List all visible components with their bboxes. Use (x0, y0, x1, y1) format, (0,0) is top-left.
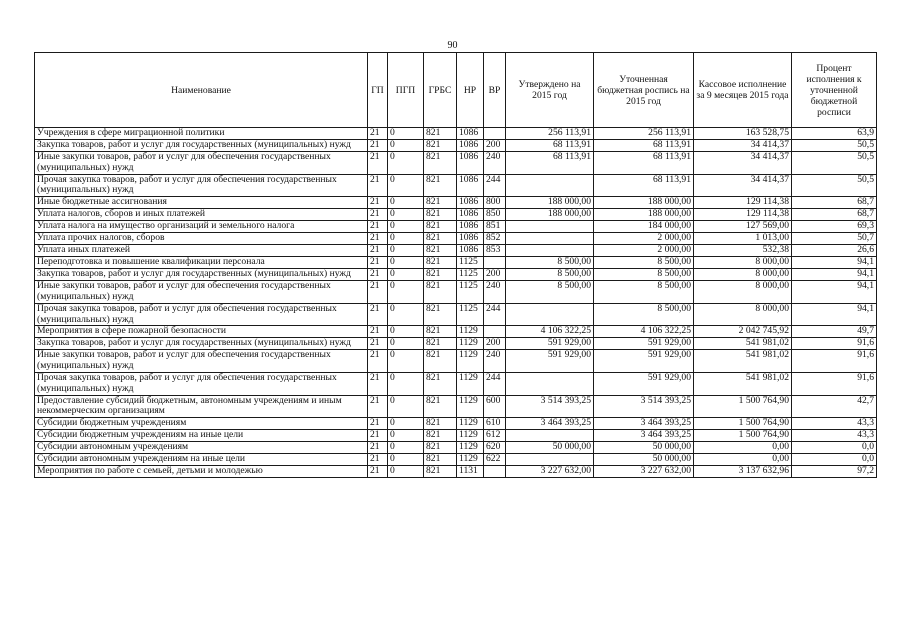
cell-grbs: 821 (424, 197, 457, 209)
cell-vr: 600 (484, 395, 506, 418)
cell-ppgp: 0 (388, 466, 424, 478)
cell-cash: 34 414,37 (694, 152, 792, 175)
cell-name (35, 233, 368, 245)
page-number: 90 (447, 40, 458, 51)
cell-approved: 4 106 322,25 (506, 326, 594, 338)
cell-cash: 34 414,37 (694, 174, 792, 197)
cell-gp: 21 (368, 197, 388, 209)
cell-percent: 0,0 (792, 454, 877, 466)
cell-approved: 591 929,00 (506, 338, 594, 350)
cell-ppgp: 0 (388, 257, 424, 269)
cell-refined: 8 500,00 (594, 269, 694, 281)
cell-percent: 91,6 (792, 372, 877, 395)
cell-approved: 8 500,00 (506, 257, 594, 269)
cell-ppgp: 0 (388, 233, 424, 245)
row-name-text: Субсидии бюджетным учреждениям на иные цели (37, 429, 244, 441)
table-row (35, 338, 877, 350)
table-row (35, 281, 877, 304)
cell-cash: 34 414,37 (694, 140, 792, 152)
cell-refined: 184 000,00 (594, 221, 694, 233)
cell-name (35, 466, 368, 478)
cell-name (35, 221, 368, 233)
cell-cash: 541 981,02 (694, 350, 792, 373)
cell-gp: 21 (368, 221, 388, 233)
cell-grbs: 821 (424, 209, 457, 221)
cell-name (35, 326, 368, 338)
cell-np: 1129 (457, 442, 484, 454)
cell-refined: 50 000,00 (594, 442, 694, 454)
cell-gp: 21 (368, 338, 388, 350)
cell-name (35, 418, 368, 430)
cell-np: 1086 (457, 197, 484, 209)
col-header-refined: Уточненная бюджетная роспись на 2015 год (594, 53, 694, 128)
cell-gp: 21 (368, 233, 388, 245)
cell-name (35, 174, 368, 197)
cell-cash: 3 137 632,96 (694, 466, 792, 478)
cell-grbs: 821 (424, 245, 457, 257)
cell-cash: 1 013,00 (694, 233, 792, 245)
cell-name (35, 350, 368, 373)
cell-approved (506, 372, 594, 395)
cell-percent: 0,0 (792, 442, 877, 454)
cell-ppgp: 0 (388, 174, 424, 197)
cell-ppgp: 0 (388, 418, 424, 430)
col-header-gp: ГП (368, 53, 388, 128)
cell-grbs: 821 (424, 152, 457, 175)
table-row (35, 128, 877, 140)
col-header-approved: Утверждено на 2015 год (506, 53, 594, 128)
cell-vr (484, 257, 506, 269)
cell-np: 1125 (457, 303, 484, 326)
table-row (35, 418, 877, 430)
row-name-text: Иные закупки товаров, работ и услуг для обеспечения государственных (муниципальных) нужд (37, 280, 331, 302)
cell-ppgp: 0 (388, 209, 424, 221)
cell-refined: 4 106 322,25 (594, 326, 694, 338)
cell-grbs: 821 (424, 338, 457, 350)
row-name-text: Субсидии автономным учреждениям (37, 441, 189, 453)
cell-grbs: 821 (424, 128, 457, 140)
cell-vr: 851 (484, 221, 506, 233)
cell-refined: 3 464 393,25 (594, 430, 694, 442)
cell-name (35, 209, 368, 221)
cell-grbs: 821 (424, 303, 457, 326)
table-row (35, 140, 877, 152)
cell-refined: 2 000,00 (594, 233, 694, 245)
cell-gp: 21 (368, 209, 388, 221)
cell-approved (506, 233, 594, 245)
cell-gp: 21 (368, 466, 388, 478)
cell-np: 1125 (457, 269, 484, 281)
cell-name (35, 269, 368, 281)
row-name-text: Уплата иных платежей (37, 244, 131, 256)
cell-np: 1129 (457, 338, 484, 350)
cell-name (35, 372, 368, 395)
col-header-ppgp: ПГП (388, 53, 424, 128)
cell-name (35, 442, 368, 454)
cell-grbs: 821 (424, 257, 457, 269)
cell-refined: 591 929,00 (594, 350, 694, 373)
row-name-text: Иные закупки товаров, работ и услуг для обеспечения государственных (муниципальных) нужд (37, 151, 331, 173)
cell-cash: 532,38 (694, 245, 792, 257)
cell-vr: 610 (484, 418, 506, 430)
cell-gp: 21 (368, 174, 388, 197)
cell-grbs: 821 (424, 221, 457, 233)
cell-gp: 21 (368, 269, 388, 281)
cell-name (35, 152, 368, 175)
row-name-text: Субсидии автономным учреждениям на иные цели (37, 453, 246, 465)
cell-approved: 8 500,00 (506, 269, 594, 281)
cell-np: 1129 (457, 430, 484, 442)
cell-name (35, 197, 368, 209)
cell-percent: 94,1 (792, 303, 877, 326)
table-row (35, 221, 877, 233)
cell-cash: 541 981,02 (694, 372, 792, 395)
row-name-text: Уплата налога на имущество организаций и земельного налога (37, 220, 295, 232)
cell-gp: 21 (368, 372, 388, 395)
cell-percent: 94,1 (792, 257, 877, 269)
cell-name (35, 245, 368, 257)
cell-refined: 188 000,00 (594, 209, 694, 221)
row-name-text: Субсидии бюджетным учреждениям (37, 417, 187, 429)
cell-approved: 3 464 393,25 (506, 418, 594, 430)
table-row (35, 209, 877, 221)
row-name-text: Предоставление субсидий бюджетным, автономным учреждениям и иным некоммерческим организациям (37, 394, 342, 417)
table-row (35, 245, 877, 257)
cell-np: 1125 (457, 257, 484, 269)
row-name-text: Прочая закупка товаров, работ и услуг для обеспечения государственных (муниципальных) нужд (37, 173, 337, 196)
cell-name (35, 454, 368, 466)
col-header-np: НР (457, 53, 484, 128)
cell-approved: 188 000,00 (506, 197, 594, 209)
table-body (35, 128, 877, 478)
cell-ppgp: 0 (388, 372, 424, 395)
cell-ppgp: 0 (388, 281, 424, 304)
cell-percent: 97,2 (792, 466, 877, 478)
cell-approved: 8 500,00 (506, 281, 594, 304)
cell-refined: 3 514 393,25 (594, 395, 694, 418)
cell-vr: 244 (484, 303, 506, 326)
cell-cash: 0,00 (694, 454, 792, 466)
row-name-text: Закупка товаров, работ и услуг для государственных (муниципальных) нужд (37, 268, 351, 280)
cell-cash: 127 569,00 (694, 221, 792, 233)
row-name-text: Иные бюджетные ассигнования (37, 196, 167, 208)
cell-name (35, 303, 368, 326)
table-row (35, 326, 877, 338)
cell-cash: 8 000,00 (694, 281, 792, 304)
cell-name (35, 395, 368, 418)
cell-np: 1129 (457, 395, 484, 418)
row-name-text: Переподготовка и повышение квалификации персонала (37, 256, 265, 268)
cell-refined: 50 000,00 (594, 454, 694, 466)
cell-ppgp: 0 (388, 221, 424, 233)
row-name-text: Закупка товаров, работ и услуг для государственных (муниципальных) нужд (37, 139, 351, 150)
cell-cash: 1 500 764,90 (694, 395, 792, 418)
cell-cash: 163 528,75 (694, 128, 792, 140)
table-row (35, 442, 877, 454)
cell-gp: 21 (368, 257, 388, 269)
cell-np: 1086 (457, 140, 484, 152)
cell-gp: 21 (368, 395, 388, 418)
cell-ppgp: 0 (388, 326, 424, 338)
cell-name (35, 140, 368, 152)
cell-ppgp: 0 (388, 338, 424, 350)
cell-np: 1131 (457, 466, 484, 478)
cell-name (35, 257, 368, 269)
cell-ppgp: 0 (388, 152, 424, 175)
cell-gp: 21 (368, 326, 388, 338)
cell-ppgp: 0 (388, 442, 424, 454)
cell-refined: 3 464 393,25 (594, 418, 694, 430)
table-row (35, 257, 877, 269)
cell-vr: 200 (484, 140, 506, 152)
cell-refined: 68 113,91 (594, 152, 694, 175)
cell-cash: 8 000,00 (694, 269, 792, 281)
cell-grbs: 821 (424, 395, 457, 418)
col-header-vr: ВР (484, 53, 506, 128)
cell-grbs: 821 (424, 454, 457, 466)
cell-percent: 50,7 (792, 233, 877, 245)
cell-gp: 21 (368, 303, 388, 326)
table-row (35, 466, 877, 478)
cell-cash: 1 500 764,90 (694, 430, 792, 442)
cell-refined: 8 500,00 (594, 257, 694, 269)
cell-vr: 240 (484, 152, 506, 175)
cell-gp: 21 (368, 128, 388, 140)
cell-percent: 43,3 (792, 430, 877, 442)
cell-cash: 541 981,02 (694, 338, 792, 350)
cell-gp: 21 (368, 281, 388, 304)
cell-vr (484, 466, 506, 478)
cell-np: 1086 (457, 174, 484, 197)
cell-gp: 21 (368, 430, 388, 442)
row-name-text: Учреждения в сфере миграционной политики (37, 127, 225, 138)
cell-refined: 8 500,00 (594, 281, 694, 304)
cell-np: 1129 (457, 372, 484, 395)
cell-ppgp: 0 (388, 454, 424, 466)
cell-np: 1129 (457, 326, 484, 338)
cell-refined: 591 929,00 (594, 372, 694, 395)
cell-refined: 68 113,91 (594, 174, 694, 197)
cell-approved (506, 303, 594, 326)
cell-ppgp: 0 (388, 395, 424, 418)
budget-table (34, 52, 877, 478)
cell-vr: 850 (484, 209, 506, 221)
cell-vr: 240 (484, 281, 506, 304)
cell-ppgp: 0 (388, 128, 424, 140)
table-header-row (35, 53, 877, 128)
cell-approved: 188 000,00 (506, 209, 594, 221)
cell-np: 1129 (457, 418, 484, 430)
cell-grbs: 821 (424, 372, 457, 395)
table-row (35, 174, 877, 197)
cell-approved (506, 221, 594, 233)
table-row (35, 395, 877, 418)
cell-gp: 21 (368, 245, 388, 257)
table-row (35, 233, 877, 245)
cell-cash: 129 114,38 (694, 209, 792, 221)
cell-refined: 8 500,00 (594, 303, 694, 326)
cell-vr (484, 326, 506, 338)
cell-refined: 2 000,00 (594, 245, 694, 257)
col-header-grbs: ГРБС (424, 53, 457, 128)
cell-name (35, 281, 368, 304)
table-row (35, 430, 877, 442)
cell-np: 1086 (457, 245, 484, 257)
cell-vr: 200 (484, 338, 506, 350)
cell-gp: 21 (368, 418, 388, 430)
cell-percent: 68,7 (792, 197, 877, 209)
row-name-text: Мероприятия по работе с семьей, детьми и молодежью (37, 465, 263, 477)
cell-np: 1086 (457, 152, 484, 175)
cell-grbs: 821 (424, 466, 457, 478)
cell-ppgp: 0 (388, 245, 424, 257)
cell-vr: 240 (484, 350, 506, 373)
cell-cash: 1 500 764,90 (694, 418, 792, 430)
cell-percent: 91,6 (792, 338, 877, 350)
cell-gp: 21 (368, 442, 388, 454)
cell-gp: 21 (368, 350, 388, 373)
cell-percent: 49,7 (792, 326, 877, 338)
cell-percent: 42,7 (792, 395, 877, 418)
cell-grbs: 821 (424, 269, 457, 281)
col-header-cash: Кассовое исполнение за 9 месяцев 2015 года (694, 53, 792, 128)
table-row (35, 350, 877, 373)
cell-percent: 50,5 (792, 152, 877, 175)
cell-approved (506, 454, 594, 466)
cell-vr (484, 128, 506, 140)
cell-vr: 622 (484, 454, 506, 466)
cell-vr: 800 (484, 197, 506, 209)
table-row (35, 197, 877, 209)
table-row (35, 303, 877, 326)
cell-grbs: 821 (424, 442, 457, 454)
cell-refined: 3 227 632,00 (594, 466, 694, 478)
cell-vr: 244 (484, 174, 506, 197)
row-name-text: Мероприятия в сфере пожарной безопасности (37, 325, 227, 337)
cell-grbs: 821 (424, 350, 457, 373)
cell-gp: 21 (368, 454, 388, 466)
row-name-text: Закупка товаров, работ и услуг для государственных (муниципальных) нужд (37, 337, 351, 349)
cell-approved: 3 227 632,00 (506, 466, 594, 478)
cell-vr: 244 (484, 372, 506, 395)
cell-name (35, 338, 368, 350)
cell-grbs: 821 (424, 418, 457, 430)
table-row (35, 152, 877, 175)
table-row (35, 454, 877, 466)
cell-cash: 2 042 745,92 (694, 326, 792, 338)
cell-approved: 591 929,00 (506, 350, 594, 373)
cell-grbs: 821 (424, 430, 457, 442)
cell-approved: 50 000,00 (506, 442, 594, 454)
cell-refined: 591 929,00 (594, 338, 694, 350)
cell-approved (506, 174, 594, 197)
cell-grbs: 821 (424, 281, 457, 304)
cell-percent: 43,3 (792, 418, 877, 430)
row-name-text: Иные закупки товаров, работ и услуг для обеспечения государственных (муниципальных) нужд (37, 349, 331, 372)
cell-vr: 852 (484, 233, 506, 245)
cell-grbs: 821 (424, 233, 457, 245)
row-name-text: Уплата налогов, сборов и иных платежей (37, 208, 206, 220)
col-header-name: Наименование (35, 53, 368, 128)
table-row (35, 372, 877, 395)
cell-vr: 612 (484, 430, 506, 442)
cell-ppgp: 0 (388, 430, 424, 442)
cell-cash: 129 114,38 (694, 197, 792, 209)
cell-cash: 8 000,00 (694, 303, 792, 326)
cell-approved (506, 245, 594, 257)
cell-percent: 69,3 (792, 221, 877, 233)
cell-percent: 91,6 (792, 350, 877, 373)
cell-cash: 8 000,00 (694, 257, 792, 269)
cell-approved: 68 113,91 (506, 140, 594, 152)
cell-approved: 3 514 393,25 (506, 395, 594, 418)
cell-approved: 256 113,91 (506, 128, 594, 140)
cell-approved (506, 430, 594, 442)
cell-np: 1125 (457, 281, 484, 304)
cell-ppgp: 0 (388, 350, 424, 373)
cell-ppgp: 0 (388, 303, 424, 326)
cell-percent: 94,1 (792, 269, 877, 281)
cell-percent: 50,5 (792, 140, 877, 152)
cell-np: 1129 (457, 454, 484, 466)
cell-np: 1086 (457, 128, 484, 140)
cell-name (35, 430, 368, 442)
cell-name (35, 128, 368, 140)
cell-grbs: 821 (424, 140, 457, 152)
cell-np: 1129 (457, 350, 484, 373)
cell-refined: 68 113,91 (594, 140, 694, 152)
cell-gp: 21 (368, 140, 388, 152)
row-name-text: Прочая закупка товаров, работ и услуг для обеспечения государственных (муниципальных) нужд (37, 302, 337, 325)
cell-np: 1086 (457, 233, 484, 245)
row-name-text: Прочая закупка товаров, работ и услуг для обеспечения государственных (муниципальных) нужд (37, 371, 337, 394)
cell-percent: 68,7 (792, 209, 877, 221)
cell-percent: 50,5 (792, 174, 877, 197)
cell-percent: 26,6 (792, 245, 877, 257)
row-name-text: Уплата прочих налогов, сборов (37, 232, 165, 244)
cell-ppgp: 0 (388, 197, 424, 209)
cell-ppgp: 0 (388, 269, 424, 281)
table-row (35, 269, 877, 281)
col-header-percent: Процент исполнения к уточненной бюджетной росписи (792, 53, 877, 128)
cell-ppgp: 0 (388, 140, 424, 152)
cell-grbs: 821 (424, 326, 457, 338)
cell-grbs: 821 (424, 174, 457, 197)
cell-percent: 63,9 (792, 128, 877, 140)
cell-vr: 853 (484, 245, 506, 257)
cell-refined: 188 000,00 (594, 197, 694, 209)
cell-percent: 94,1 (792, 281, 877, 304)
cell-approved: 68 113,91 (506, 152, 594, 175)
cell-vr: 200 (484, 269, 506, 281)
cell-np: 1086 (457, 221, 484, 233)
cell-gp: 21 (368, 152, 388, 175)
cell-cash: 0,00 (694, 442, 792, 454)
cell-vr: 620 (484, 442, 506, 454)
cell-np: 1086 (457, 209, 484, 221)
cell-refined: 256 113,91 (594, 128, 694, 140)
